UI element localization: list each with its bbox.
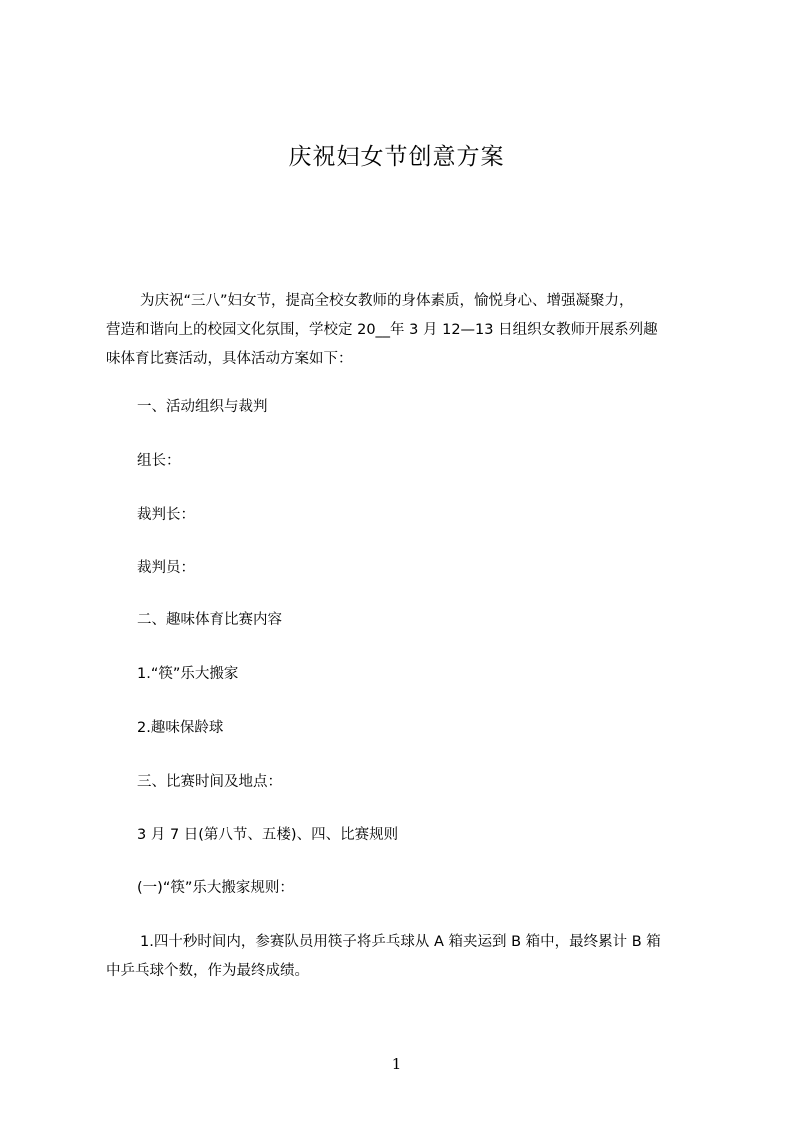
chief-referee-label: 裁判长： (137, 507, 195, 523)
section-2-heading: 二、趣味体育比赛内容 (137, 612, 282, 628)
page-number: 1 (391, 1055, 402, 1073)
document-title: 庆祝妇女节创意方案 (288, 144, 505, 170)
referees-label: 裁判员： (137, 560, 195, 576)
time-place-text: 3 月 7 日(第八节、五楼)、四、比赛规则 (137, 827, 399, 843)
rule-subheading-1: (一)“筷”乐大搬家规则： (137, 880, 294, 896)
intro-paragraph (106, 287, 706, 374)
rule-1-line-1: 1.四十秒时间内，参赛队员用筷子将乒乓球从 A 箱夹运到 B 箱中，最终累计 B 箱 (140, 934, 661, 950)
content-item-1: 1.“筷”乐大搬家 (137, 666, 239, 682)
content-item-2: 2.趣味保龄球 (137, 720, 224, 736)
intro-line-1: 为庆祝“三八”妇女节，提高全校女教师的身体素质，愉悦身心、增强凝聚力， (140, 293, 634, 309)
intro-line-2: 营造和谐向上的校园文化氛围，学校定 20__年 3 月 12—13 日组织女教师开展系列趣 (106, 322, 658, 338)
rule-1-line-2: 中乒乓球个数，作为最终成绩。 (106, 963, 309, 979)
section-1-heading: 一、活动组织与裁判 (137, 399, 268, 415)
section-3-heading: 三、比赛时间及地点： (137, 774, 282, 790)
intro-line-3: 味体育比赛活动，具体活动方案如下： (106, 351, 353, 367)
leader-label: 组长： (137, 453, 181, 469)
